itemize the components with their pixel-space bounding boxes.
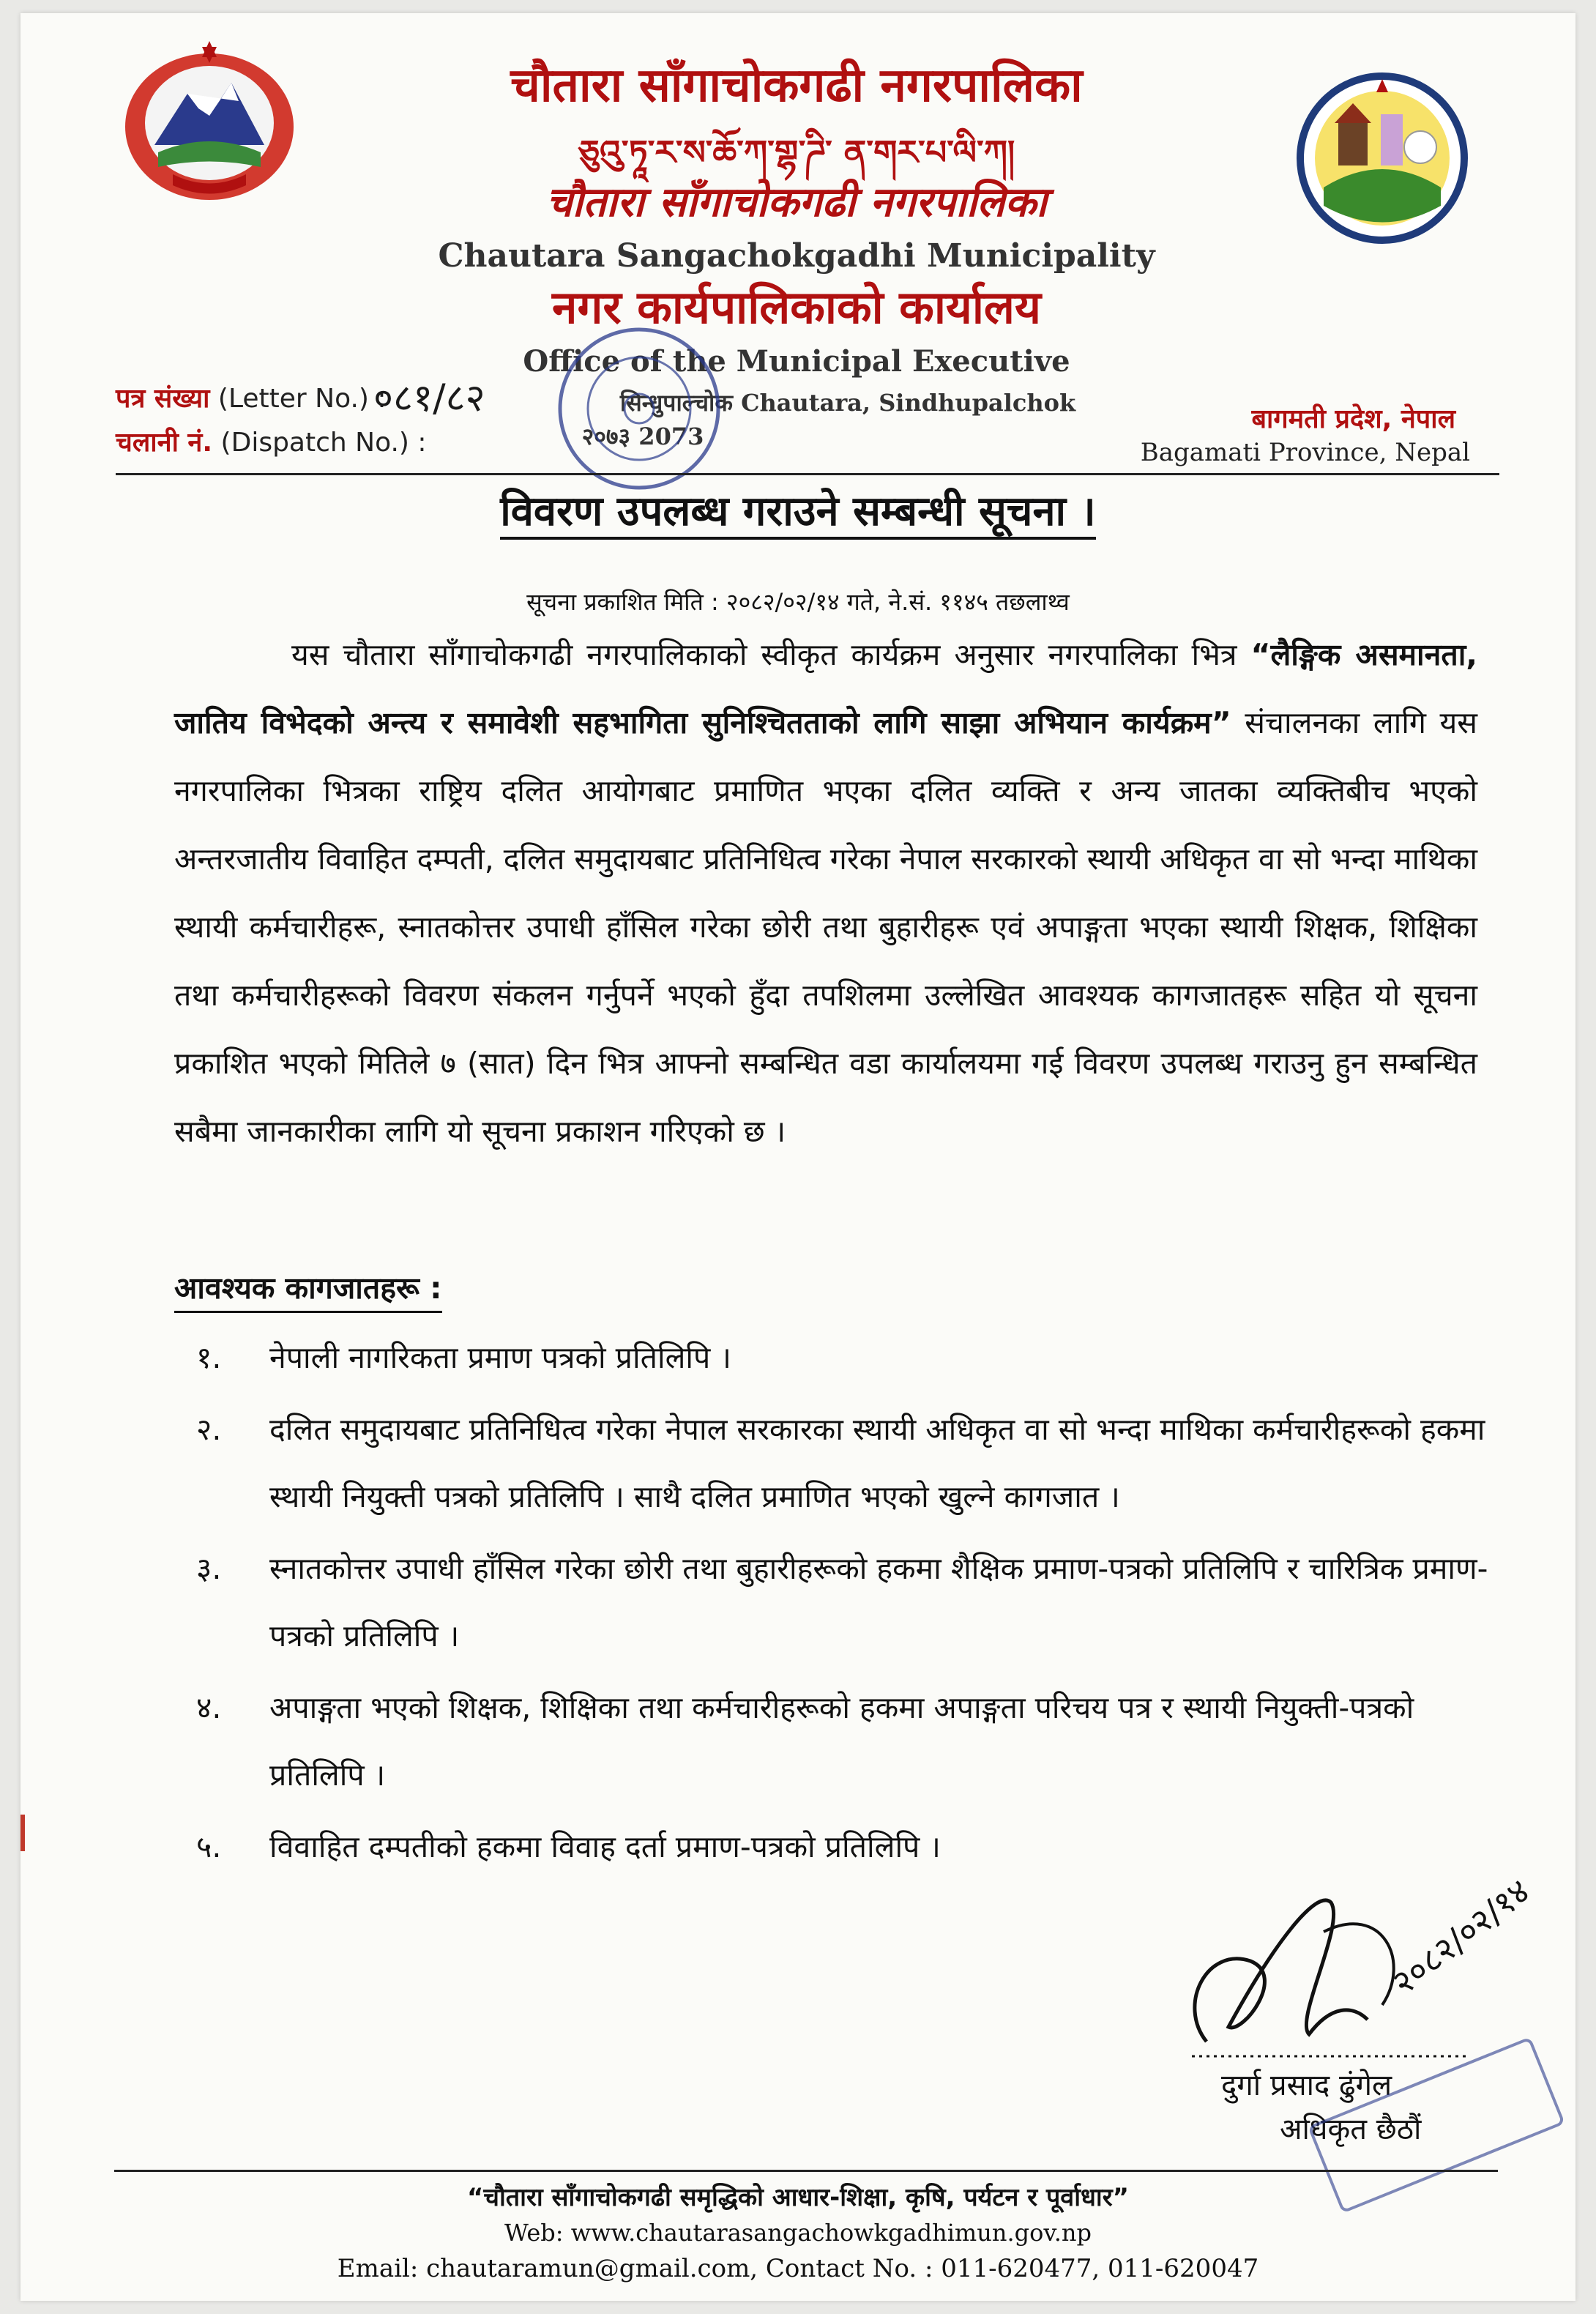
notice-body-program-name: “लैङ्गिक असमानता, जातिय विभेदको अन्त्य र समावेशी सहभागिता सुनिश्चितताको लागि साझा अभियान कार्यक्रम”: [174, 637, 1477, 740]
province-nepali: बागमती प्रदेश, नेपाल: [1251, 404, 1455, 434]
municipality-title-nepali: चौतारा साँगाचोकगढी नगरपालिका: [510, 58, 1083, 113]
list-item-number: १.: [196, 1340, 222, 1375]
dispatch-number-label: [116, 423, 427, 459]
list-item-text: स्नातकोत्तर उपाधी हाँसिल गरेका छोरी तथा बुहारीहरूको हकमा शैक्षिक प्रमाण-पत्रको प्रतिलिपि र चारित्रिक प्रमाण-पत्रको प्रतिलिपि ।: [269, 1551, 1488, 1653]
notice-subject: [20, 482, 1576, 537]
municipality-title-newari: चौतारा साँगाचोकगढी नगरपालिका: [546, 178, 1047, 226]
notice-subject-text: विवरण उपलब्ध गराउने सम्बन्धी सूचना ।: [500, 488, 1096, 540]
letter-number-label-en: (Letter No.) :: [217, 384, 387, 414]
page-edge-mark: [20, 1815, 25, 1851]
list-item-text: अपाङ्गता भएको शिक्षक, शिक्षिका तथा कर्मचारीहरूको हकमा अपाङ्गता परिचय पत्र र स्थायी नियुक्ती-पत्रको प्रतिलिपि ।: [269, 1690, 1414, 1793]
established-year: २०७३ 2073: [581, 423, 704, 450]
list-item-text: नेपाली नागरिकता प्रमाण पत्रको प्रतिलिपि ।: [269, 1340, 731, 1375]
office-title-english: Office of the Municipal Executive: [523, 344, 1070, 379]
letter-number-label: [116, 379, 387, 415]
list-item: [174, 1324, 1492, 1391]
list-item: [174, 1674, 1492, 1809]
required-documents-list: [174, 1324, 1492, 1885]
list-item: [174, 1535, 1492, 1670]
office-address: सिन्धुपाल्चोक Chautara, Sindhupalchok: [619, 389, 1076, 417]
list-item-number: ५.: [196, 1829, 222, 1864]
letter-page: [20, 13, 1576, 2301]
footer-website: Web: www.chautarasangachowkgadhimun.gov.np: [504, 2219, 1092, 2247]
notice-body-part1: यस चौतारा साँगाचोकगढी नगरपालिकाको स्वीकृत कार्यक्रम अनुसार नगरपालिका भित्र: [291, 637, 1251, 672]
notice-body-part2: संचालनका लागि यस नगरपालिका भित्रका राष्ट्रिय दलित आयोगबाट प्रमाणित भएका दलित व्यक्ति र अन्य जातका व्यक्तिबीच भएको अन्तरजातीय विवाहित दम्पती, दलित समुदायबाट प्रतिनिधित्व गरेका नेपाल सरकारको स्थायी अधिकृत वा सो भन्दा माथिका स्थायी कर्मचारीहरू, स्नातकोत्तर उपाधी हाँसिल गरेका छोरी तथा बुहारीहरू एवं अपाङ्गता भएका स्थायी शिक्षक, शिक्षिका तथा कर्मचारीहरूको विवरण संकलन गर्नुपर्ने भएको हुँदा तपशिलमा उल्लेखित आवश्यक कागजातहरू सहित यो सूचना प्रकाशित भएको मितिले ७ (सात) दिन भित्र आफ्नो सम्बन्धित वडा कार्यालयमा गई विवरण उपलब्ध गराउनु हुन सम्बन्धित सबैमा जानकारीका लागि यो सूचना प्रकाशन गरिएको छ ।: [174, 705, 1477, 1149]
municipality-logo: [1294, 70, 1470, 246]
list-item-number: ४.: [196, 1690, 222, 1725]
list-item-text: विवाहित दम्पतीको हकमा विवाह दर्ता प्रमाण-पत्रको प्रतिलिपि ।: [269, 1829, 941, 1864]
letter-number-value: ०८१/८२: [373, 376, 485, 420]
handwritten-date: २०८२/०२/१४: [1384, 1871, 1537, 2003]
footer-contact: Email: chautaramun@gmail.com, Contact No. : 011-620477, 011-620047: [337, 2254, 1259, 2283]
header-divider: [116, 473, 1499, 475]
office-title-nepali: नगर कार्यपालिकाको कार्यालय: [552, 280, 1041, 334]
nepal-emblem-logo: [114, 35, 305, 211]
list-item-number: ३.: [196, 1551, 222, 1586]
province-english: Bagamati Province, Nepal: [1140, 438, 1470, 467]
footer-slogan: “चौतारा साँगाचोकगढी समृद्धिको आधार-शिक्षा, कृषि, पर्यटन र पूर्वाधार”: [467, 2183, 1129, 2212]
required-documents-heading: आवश्यक कागजातहरू :: [174, 1267, 442, 1313]
signature-block: [1163, 1859, 1573, 2195]
municipality-title-english: Chautara Sangachokgadhi Municipality: [438, 237, 1155, 275]
dispatch-number-label-np: चलानी नं.: [116, 428, 213, 458]
letter-number-label-np: पत्र संख्या: [116, 384, 210, 414]
list-item-text: दलित समुदायबाट प्रतिनिधित्व गरेका नेपाल सरकारका स्थायी अधिकृत वा सो भन्दा माथिका कर्मचारीहरूको हकमा स्थायी नियुक्ती पत्रको प्रतिलिपि । साथै दलित प्रमाणित भएको खुल्ने कागजात ।: [269, 1412, 1485, 1514]
notice-published-date: सूचना प्रकाशित मिति : २०८२/०२/१४ गते, ने.सं. ११४५ तछलाथ्व: [526, 588, 1070, 616]
dispatch-number-label-en: (Dispatch No.) :: [220, 428, 427, 458]
signatory-name: दुर्गा प्रसाद ढुंगेल: [1221, 2069, 1392, 2102]
list-item: [174, 1396, 1492, 1530]
signatory-designation: अधिकृत छैठौं: [1280, 2113, 1422, 2146]
footer-divider: [114, 2170, 1498, 2172]
notice-body: [174, 621, 1477, 1166]
municipality-title-tibetan: ཅུའུ་ཏཱ་ར་ས་ཆོ་ཀ་གྷ་ཌི་ ན་གར་པ་ལི་ཀ།: [578, 133, 1015, 172]
list-item-number: २.: [196, 1412, 222, 1447]
office-stamp: [548, 321, 731, 496]
